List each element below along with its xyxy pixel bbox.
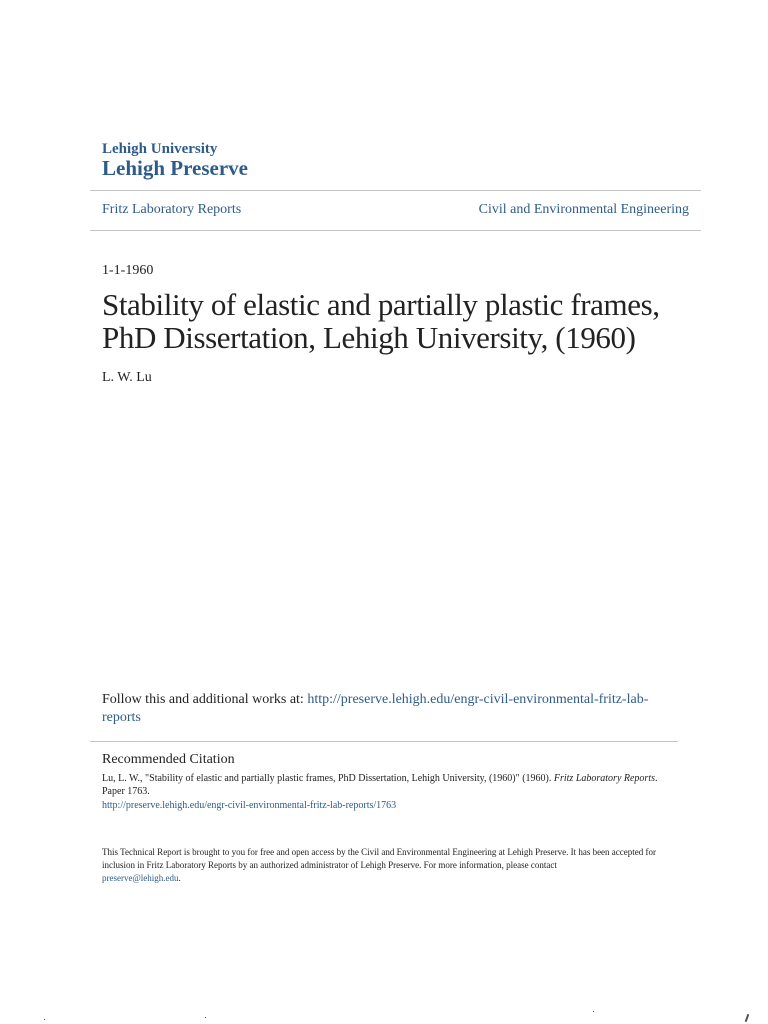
citation-heading: Recommended Citation	[102, 752, 235, 767]
divider	[90, 741, 678, 742]
scan-speck	[593, 1011, 594, 1012]
publication-date: 1-1-1960	[102, 263, 154, 278]
scan-speck	[205, 1017, 206, 1018]
author: L. W. Lu	[102, 370, 152, 385]
scan-speck	[745, 1014, 750, 1022]
citation-text-start: Lu, L. W., "Stability of elastic and partially plastic frames, PhD Dissertation, Lehigh University, (1960)" (1960).	[102, 773, 554, 784]
series-link[interactable]: Fritz Laboratory Reports	[102, 202, 242, 217]
contact-email-link[interactable]: preserve@lehigh.edu	[102, 873, 179, 883]
citation-journal: Fritz Laboratory Reports	[553, 773, 655, 784]
notice-end: .	[178, 873, 181, 883]
repository-name[interactable]: Lehigh Preserve	[102, 156, 248, 180]
document-title: Stability of elastic and partially plastic frames, PhD Dissertation, Lehigh University, (1960)	[102, 287, 660, 355]
follow-url-link[interactable]: http://preserve.lehigh.edu/engr-civil-environmental-fritz-lab-reports	[102, 692, 649, 725]
citation-text-end: . Paper 1763.	[102, 773, 658, 797]
follow-prefix: Follow this and additional works at:	[102, 692, 308, 707]
divider	[90, 190, 701, 191]
follow-line	[102, 691, 677, 727]
department-link[interactable]: Civil and Environmental Engineering	[478, 202, 689, 217]
notice-text: This Technical Report is brought to you for free and open access by the Civil and Environmental Engineering at Lehigh Preserve. It has been accepted for inclusion in Fritz Laboratory Reports by an authorized administrator of Lehigh Preserve. For more information, please contact	[102, 847, 657, 870]
citation-text	[102, 772, 662, 798]
citation-url-link[interactable]: http://preserve.lehigh.edu/engr-civil-environmental-fritz-lab-reports/1763	[102, 800, 397, 811]
institution-name: Lehigh University	[102, 141, 218, 157]
divider	[90, 230, 701, 231]
scan-speck	[44, 1019, 45, 1020]
access-notice	[102, 846, 672, 885]
